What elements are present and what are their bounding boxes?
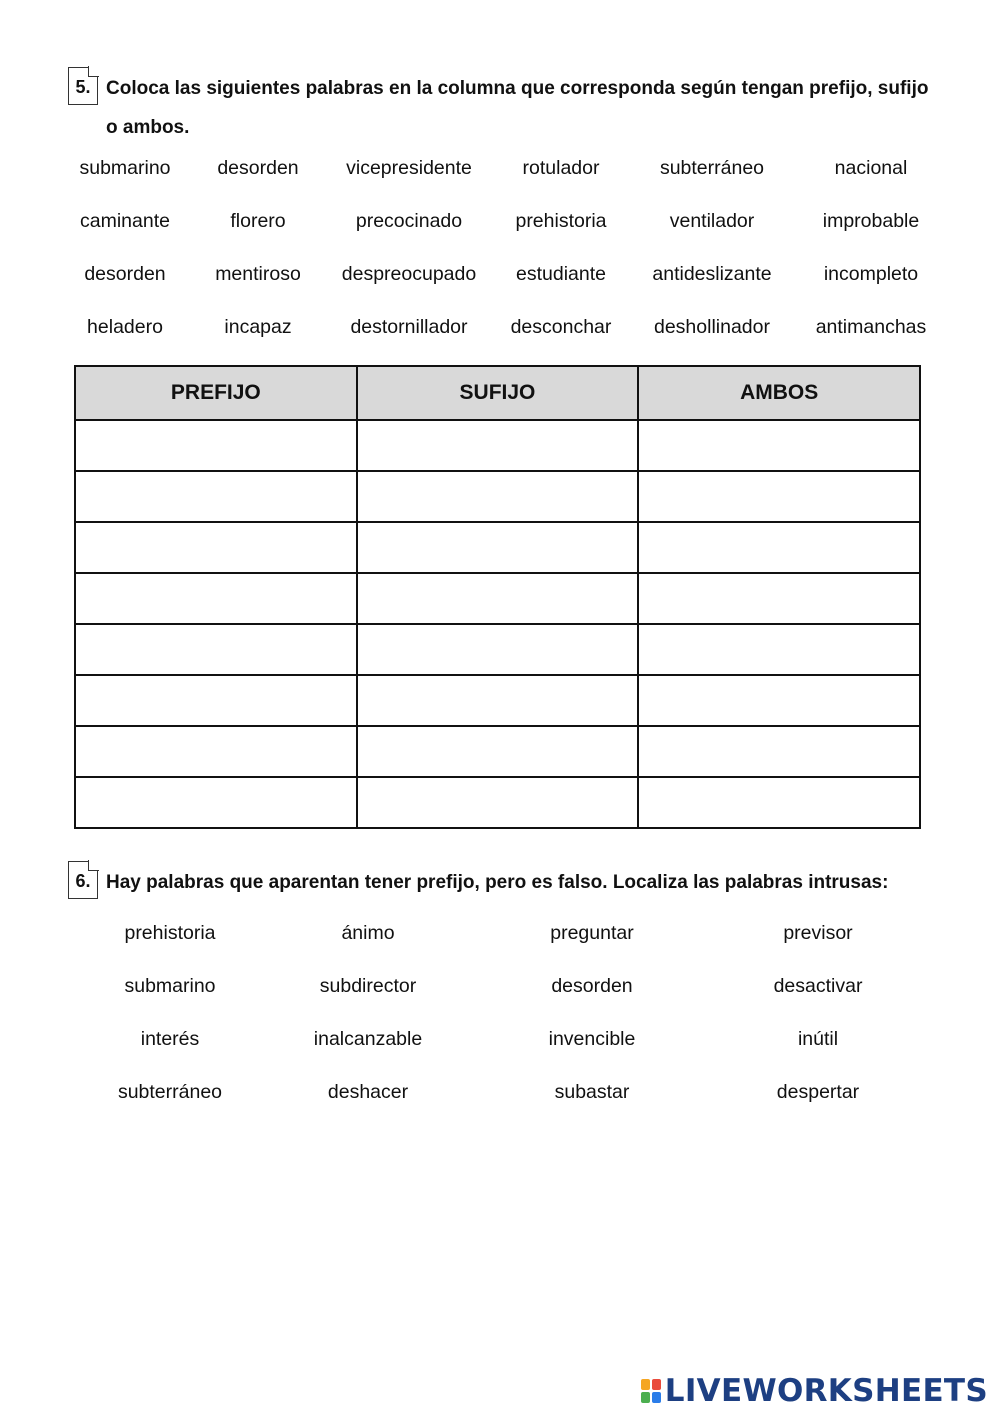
logo-tile (652, 1392, 661, 1403)
word-item[interactable]: destornillador (350, 316, 468, 338)
intruder-word-option[interactable]: despertar (776, 1081, 860, 1103)
word-item[interactable]: heladero (87, 316, 163, 338)
word-item[interactable]: antimanchas (815, 316, 927, 338)
word-item[interactable]: improbable (822, 210, 920, 232)
intruder-word-option[interactable]: prehistoria (124, 922, 216, 944)
table-row (75, 624, 920, 675)
answer-cell-prefijo[interactable] (75, 522, 357, 573)
liveworksheets-logo (640, 1373, 988, 1409)
answer-input[interactable] (639, 421, 919, 470)
logo-tile (641, 1379, 650, 1390)
word-item[interactable]: mentiroso (215, 263, 301, 285)
answer-input[interactable] (76, 421, 356, 470)
intruder-word-option[interactable]: preguntar (550, 922, 634, 944)
column-header-sufijo: SUFIJO (357, 366, 639, 420)
answer-cell-prefijo[interactable] (75, 420, 357, 471)
answer-input[interactable] (76, 625, 356, 674)
answer-cell-prefijo[interactable] (75, 777, 357, 828)
intruder-word-option[interactable]: subterráneo (117, 1081, 223, 1103)
word-item[interactable]: subterráneo (659, 157, 765, 179)
exercise-6-word-grid (70, 907, 940, 1119)
exercise-5-instruction-line2: o ambos. (106, 117, 190, 138)
column-header-ambos: AMBOS (638, 366, 920, 420)
exercise-5-word-bank (50, 142, 938, 354)
word-item[interactable]: incompleto (823, 263, 919, 285)
answer-input[interactable] (358, 778, 638, 827)
word-item[interactable]: prehistoria (515, 210, 607, 232)
intruder-word-option[interactable]: previsor (783, 922, 853, 944)
intruder-word-option[interactable]: invencible (548, 1028, 636, 1050)
word-item[interactable]: antideslizante (652, 263, 772, 285)
answer-input[interactable] (639, 523, 919, 572)
answer-cell-sufijo[interactable] (357, 471, 639, 522)
intruder-word-option[interactable]: inútil (797, 1028, 839, 1050)
answer-cell-sufijo[interactable] (357, 726, 639, 777)
word-item[interactable]: deshollinador (653, 316, 770, 338)
answer-input[interactable] (639, 472, 919, 521)
exercise-5-number: 5. (68, 67, 98, 105)
intruder-word-option[interactable]: submarino (124, 975, 216, 997)
intruder-word-option[interactable]: subastar (554, 1081, 630, 1103)
word-item[interactable]: rotulador (522, 157, 600, 179)
intruder-word-option[interactable]: desorden (551, 975, 633, 997)
word-item[interactable]: despreocupado (341, 263, 477, 285)
answer-input[interactable] (76, 574, 356, 623)
answer-input[interactable] (639, 676, 919, 725)
answer-input[interactable] (76, 523, 356, 572)
exercise-6-number: 6. (68, 861, 98, 899)
answer-cell-ambos[interactable] (638, 471, 920, 522)
logo-tile (641, 1392, 650, 1403)
intruder-word-option[interactable]: desactivar (773, 975, 863, 997)
answer-cell-ambos[interactable] (638, 420, 920, 471)
intruder-word-option[interactable]: deshacer (327, 1081, 409, 1103)
answer-input[interactable] (639, 778, 919, 827)
answer-cell-sufijo[interactable] (357, 573, 639, 624)
word-item[interactable]: desorden (84, 263, 166, 285)
table-row (75, 726, 920, 777)
answer-cell-sufijo[interactable] (357, 522, 639, 573)
answer-cell-ambos[interactable] (638, 726, 920, 777)
word-item[interactable]: desorden (217, 157, 299, 179)
answer-input[interactable] (76, 472, 356, 521)
answer-input[interactable] (358, 472, 638, 521)
answer-cell-ambos[interactable] (638, 624, 920, 675)
answer-cell-prefijo[interactable] (75, 573, 357, 624)
answer-input[interactable] (639, 727, 919, 776)
answer-cell-ambos[interactable] (638, 522, 920, 573)
word-item[interactable]: desconchar (510, 316, 612, 338)
answer-cell-ambos[interactable] (638, 675, 920, 726)
table-row (75, 420, 920, 471)
exercise-5-instruction (106, 69, 946, 147)
answer-cell-prefijo[interactable] (75, 675, 357, 726)
word-item[interactable]: caminante (80, 210, 170, 232)
answer-cell-sufijo[interactable] (357, 420, 639, 471)
word-item[interactable]: estudiante (516, 263, 606, 285)
answer-input[interactable] (358, 421, 638, 470)
table-row (75, 675, 920, 726)
answer-input[interactable] (358, 523, 638, 572)
word-item[interactable]: incapaz (224, 316, 292, 338)
table-row (75, 777, 920, 828)
answer-cell-sufijo[interactable] (357, 777, 639, 828)
classification-table (74, 365, 921, 829)
table-row (75, 471, 920, 522)
answer-cell-ambos[interactable] (638, 777, 920, 828)
exercise-6-instruction: Hay palabras que aparentan tener prefijo, pero es falso. Localiza las palabras intrusas: (106, 872, 889, 893)
word-item[interactable]: ventilador (669, 210, 755, 232)
liveworksheets-logo-icon (640, 1378, 662, 1404)
word-item[interactable]: nacional (834, 157, 908, 179)
answer-input[interactable] (639, 574, 919, 623)
intruder-word-option[interactable]: subdirector (319, 975, 417, 997)
intruder-word-option[interactable]: inalcanzable (313, 1028, 423, 1050)
answer-cell-sufijo[interactable] (357, 624, 639, 675)
answer-cell-prefijo[interactable] (75, 726, 357, 777)
liveworksheets-logo-text: LIVEWORKSHEETS (664, 1373, 988, 1409)
answer-input[interactable] (358, 574, 638, 623)
exercise-5-instruction-line1: Coloca las siguientes palabras en la columna que corresponda según tengan prefijo, sufijo (106, 78, 929, 99)
answer-input[interactable] (76, 778, 356, 827)
word-item[interactable]: vicepresidente (346, 157, 472, 179)
table-row (75, 573, 920, 624)
answer-cell-sufijo[interactable] (357, 675, 639, 726)
word-item[interactable]: submarino (79, 157, 171, 179)
answer-cell-prefijo[interactable] (75, 624, 357, 675)
answer-input[interactable] (358, 727, 638, 776)
answer-cell-ambos[interactable] (638, 573, 920, 624)
word-item[interactable]: precocinado (355, 210, 463, 232)
intruder-word-option[interactable]: interés (140, 1028, 200, 1050)
answer-input[interactable] (358, 676, 638, 725)
table-row (75, 522, 920, 573)
answer-input[interactable] (358, 625, 638, 674)
answer-cell-prefijo[interactable] (75, 471, 357, 522)
answer-input[interactable] (76, 676, 356, 725)
answer-input[interactable] (639, 625, 919, 674)
intruder-word-option[interactable]: ánimo (341, 922, 395, 944)
word-item[interactable]: florero (230, 210, 286, 232)
logo-tile (652, 1379, 661, 1390)
answer-input[interactable] (76, 727, 356, 776)
column-header-prefijo: PREFIJO (75, 366, 357, 420)
